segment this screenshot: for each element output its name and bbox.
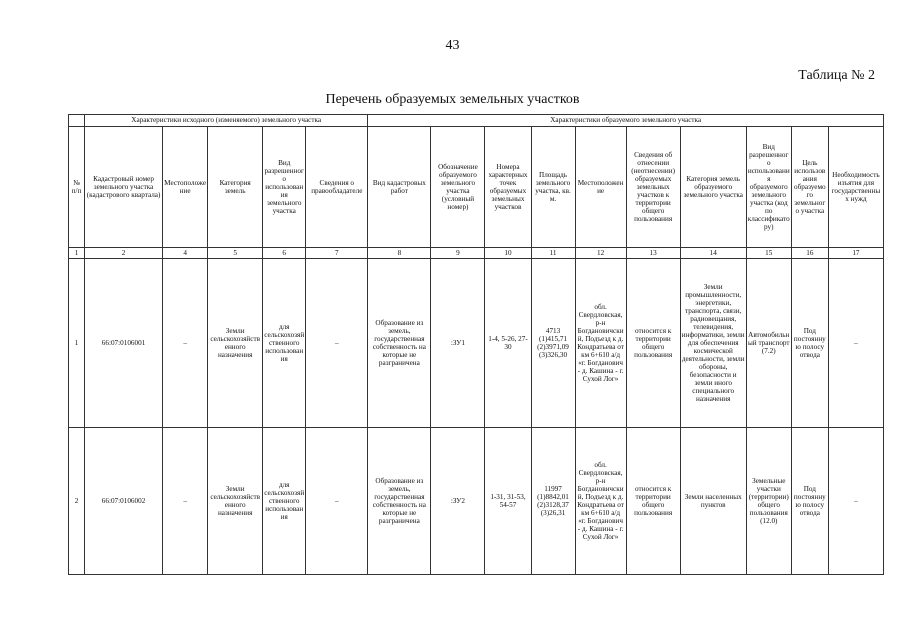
cell-location-src: – [163, 428, 208, 575]
cell-location: обл. Свердловская, р-н Богдановичский, Подъезд к д. Кондратьева от км 6+610 а/д «г. Богданович - д. Кашина - г. Сухой Лог» [575, 259, 626, 428]
column-header-row [69, 127, 884, 248]
cell-purpose: Под постоянную полосу отвода [791, 259, 828, 428]
col-header-use-new: Вид разрешенного использования образуемого земельного участка (код по классификатору) [746, 127, 791, 248]
cell-location-src: – [163, 259, 208, 428]
cell-seizure: – [828, 428, 883, 575]
group-header-row [69, 115, 884, 127]
col-number: 14 [680, 248, 746, 259]
cell-number: 2 [69, 428, 85, 575]
cell-category-new: Земли промышленности, энергетики, транспорта, связи, радиовещания, телевидения, информатики, земли для обеспечения космической деятельности, земли обороны, безопасности и земли иного специального назначения [680, 259, 746, 428]
col-number: 1 [69, 248, 85, 259]
col-header-points: Номера характерных точек образуемых земельных участков [485, 127, 531, 248]
cell-area: 11997 (1)8842,01 (2)3128,37 (3)26,31 [531, 428, 575, 575]
cell-permitted-use: для сельскохозяйственного использования [263, 428, 306, 575]
table-label: Таблица № 2 [798, 68, 875, 83]
cell-purpose: Под постоянную полосу отвода [791, 428, 828, 575]
cell-permitted-use: для сельскохозяйственного использования [263, 259, 306, 428]
col-header-designation: Обозначение образуемого земельного участка (условный номер) [431, 127, 485, 248]
col-header-public-use: Сведения об отнесении (неотнесении) образуемых земельных участков к территории общего пользования [626, 127, 680, 248]
col-number: 8 [368, 248, 431, 259]
land-plots-table [68, 114, 884, 575]
col-header-location-src: Местоположение [163, 127, 208, 248]
cell-owner: – [306, 259, 368, 428]
col-header-category: Категория земель [208, 127, 263, 248]
col-number: 15 [746, 248, 791, 259]
col-number: 10 [485, 248, 531, 259]
col-number: 9 [431, 248, 485, 259]
cell-owner: – [306, 428, 368, 575]
page-number: 43 [445, 38, 460, 53]
cell-category-new: Земли населенных пунктов [680, 428, 746, 575]
cell-number: 1 [69, 259, 85, 428]
cell-public-use: относится к территории общего пользования [626, 259, 680, 428]
cell-public-use: относится к территории общего пользования [626, 428, 680, 575]
cell-category: Земли сельскохозяйственного назначения [208, 259, 263, 428]
col-number: 6 [263, 248, 306, 259]
col-number: 13 [626, 248, 680, 259]
col-header-purpose: Цель использования образуемого земельного участка [791, 127, 828, 248]
col-number: 17 [828, 248, 883, 259]
cell-cadastral: 66:07:0106001 [85, 259, 163, 428]
cell-seizure: – [828, 259, 883, 428]
col-header-owner: Сведения о правообладателе [306, 127, 368, 248]
col-header-work: Вид кадастровых работ [368, 127, 431, 248]
col-header-cadastral: Кадастровый номер земельного участка (кадастрового квартала) [85, 127, 163, 248]
col-header-number: № п/п [69, 127, 85, 248]
cell-work: Образование из земель, государственная собственность на которые не разграничена [368, 259, 431, 428]
col-header-permitted-use: Вид разрешенного использования земельного участка [263, 127, 306, 248]
cell-location: обл. Свердловская, р-н Богдановичский, Подъезд к д. Кондратьева от км 6+610 а/д «г. Богданович - д. Кашина - г. Сухой Лог» [575, 428, 626, 575]
col-number: 2 [85, 248, 163, 259]
cell-points: 1-4, 5-26, 27-30 [485, 259, 531, 428]
document-title: Перечень образуемых земельных участков [325, 92, 580, 107]
col-number: 11 [531, 248, 575, 259]
col-number: 12 [575, 248, 626, 259]
table-row [69, 428, 884, 575]
cell-use-new: Автомобильный транспорт (7.2) [746, 259, 791, 428]
cell-points: 1-31, 31-53, 54-57 [485, 428, 531, 575]
group-header-formed: Характеристики образуемого земельного участка [368, 115, 884, 127]
cell-area: 4713 (1)415,71 (2)3971,09 (3)326,30 [531, 259, 575, 428]
table-row [69, 259, 884, 428]
cell-use-new: Земельные участки (территории) общего пользования (12.0) [746, 428, 791, 575]
col-number: 7 [306, 248, 368, 259]
col-header-category-new: Категория земель образуемого земельного участка [680, 127, 746, 248]
col-header-location: Местоположение [575, 127, 626, 248]
col-header-area: Площадь земельного участка, кв. м. [531, 127, 575, 248]
col-number: 4 [163, 248, 208, 259]
cell-designation: :ЗУ1 [431, 259, 485, 428]
col-number: 16 [791, 248, 828, 259]
group-header-source: Характеристики исходного (изменяемого) земельного участка [85, 115, 368, 127]
cell-designation: :ЗУ2 [431, 428, 485, 575]
col-number: 5 [208, 248, 263, 259]
cell-cadastral: 66:07:0106002 [85, 428, 163, 575]
group-header-empty [69, 115, 85, 127]
col-header-seizure: Необходимость изъятия для государственных нужд [828, 127, 883, 248]
cell-work: Образование из земель, государственная собственность на которые не разграничена [368, 428, 431, 575]
column-number-row [69, 248, 884, 259]
cell-category: Земли сельскохозяйственного назначения [208, 428, 263, 575]
